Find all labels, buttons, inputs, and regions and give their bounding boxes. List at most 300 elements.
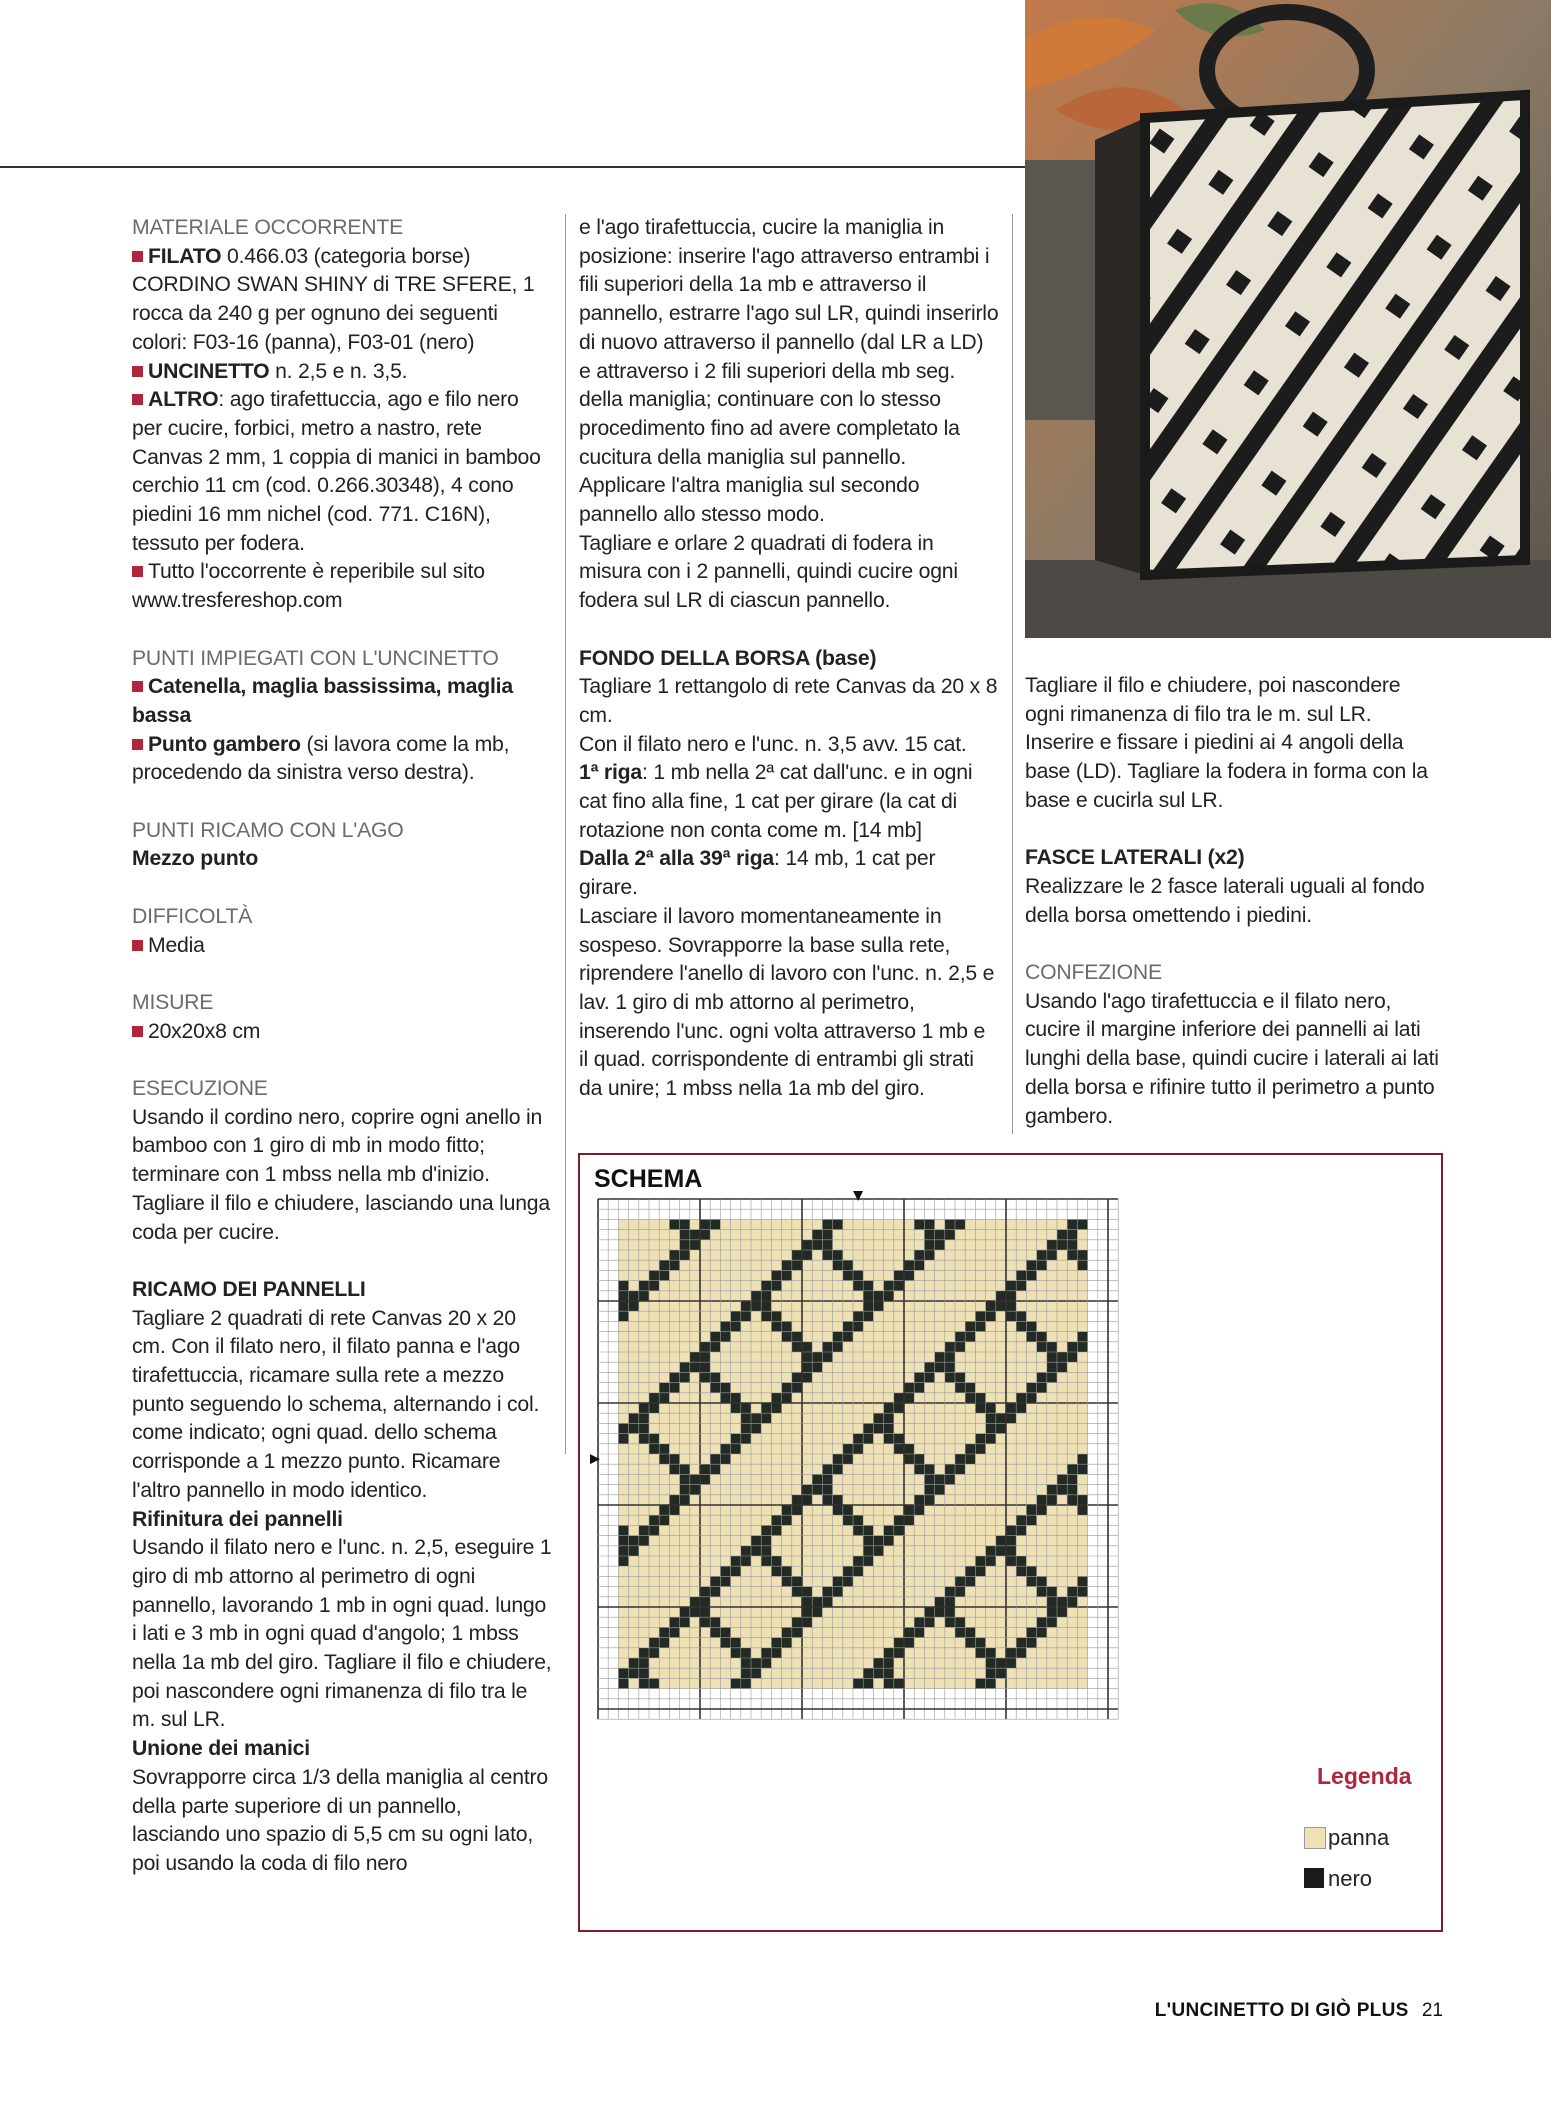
stitch-panna [771,1219,781,1229]
stitch-panna [782,1281,792,1291]
stitch-panna [741,1240,751,1250]
stitch-nero [618,1678,628,1688]
stitch-panna [945,1332,955,1342]
stitch-panna [924,1260,934,1270]
stitch-panna [659,1668,669,1678]
stitch-panna [629,1556,639,1566]
stitch-panna [751,1617,761,1627]
stitch-nero [669,1250,679,1260]
bullet-square-icon [132,739,143,750]
stitch-panna [792,1423,802,1433]
stitch-panna [833,1668,843,1678]
stitch-nero [1016,1311,1026,1321]
stitch-panna [720,1291,730,1301]
stitch-panna [690,1617,700,1627]
stitch-nero [914,1372,924,1382]
stitch-panna [1016,1464,1026,1474]
stitch-panna [639,1597,649,1607]
stitch-panna [924,1270,934,1280]
stitch-panna [986,1576,996,1586]
stitch-panna [986,1495,996,1505]
stitch-panna [1047,1546,1057,1556]
legend-item-panna [1328,1825,1389,1851]
stitch-panna [720,1413,730,1423]
stitch-panna [761,1495,771,1505]
stitch-panna [761,1260,771,1270]
riga-1-label: 1ª riga [579,761,642,785]
stitch-panna [843,1536,853,1546]
stitch-panna [720,1434,730,1444]
stitch-panna [833,1597,843,1607]
stitch-panna [975,1383,985,1393]
stitch-panna [873,1495,883,1505]
stitch-nero [649,1403,659,1413]
stitch-panna [935,1505,945,1515]
stitch-panna [853,1474,863,1484]
stitch-nero [894,1678,904,1688]
stitch-panna [649,1260,659,1270]
stitch-panna [894,1250,904,1260]
stitch-panna [884,1383,894,1393]
stitch-panna [629,1434,639,1444]
stitch-panna [873,1556,883,1566]
stitch-panna [812,1321,822,1331]
stitch-panna [955,1638,965,1648]
stitch-panna [629,1597,639,1607]
stitch-nero [792,1332,802,1342]
stitch-panna [669,1281,679,1291]
stitch-panna [873,1250,883,1260]
stitch-panna [894,1342,904,1352]
stitch-panna [700,1281,710,1291]
stitch-panna [822,1454,832,1464]
stitch-panna [843,1352,853,1362]
stitch-panna [975,1291,985,1301]
stitch-nero [751,1668,761,1678]
stitch-panna [629,1342,639,1352]
fasce-heading-text: FASCE LATERALI (x2) [1025,846,1245,870]
stitch-panna [741,1352,751,1362]
stitch-panna [680,1332,690,1342]
stitch-panna [955,1546,965,1556]
stitch-panna [863,1240,873,1250]
stitch-panna [802,1413,812,1423]
stitch-panna [884,1219,894,1229]
stitch-nero [914,1219,924,1229]
stitch-nero [741,1648,751,1658]
stitch-panna [924,1281,934,1291]
stitch-panna [914,1668,924,1678]
stitch-panna [771,1352,781,1362]
stitch-nero [1057,1362,1067,1372]
stitch-panna [965,1413,975,1423]
stitch-panna [802,1383,812,1393]
stitch-panna [690,1413,700,1423]
top-rule [0,166,1025,168]
stitch-nero [659,1270,669,1280]
stitch-nero [894,1270,904,1280]
stitch-panna [884,1454,894,1464]
stitch-nero [649,1270,659,1280]
stitch-panna [1016,1474,1026,1484]
stitch-nero [986,1556,996,1566]
stitch-nero [996,1658,1006,1668]
stitch-panna [710,1607,720,1617]
stitch-panna [761,1597,771,1607]
stitch-nero [802,1342,812,1352]
stitch-panna [924,1638,934,1648]
stitch-panna [618,1658,628,1668]
stitch-panna [955,1658,965,1668]
stitch-nero [680,1362,690,1372]
stitch-nero [1077,1260,1087,1270]
stitch-panna [659,1372,669,1382]
stitch-panna [873,1311,883,1321]
stitch-nero [1026,1270,1036,1280]
stitch-panna [690,1342,700,1352]
stitch-panna [955,1281,965,1291]
stitch-panna [771,1658,781,1668]
stitch-panna [761,1332,771,1342]
stitch-panna [782,1372,792,1382]
stitch-panna [771,1576,781,1586]
stitch-panna [884,1352,894,1362]
stitch-panna [986,1444,996,1454]
stitch-panna [659,1281,669,1291]
stitch-panna [629,1648,639,1658]
stitch-panna [802,1444,812,1454]
stitch-panna [986,1638,996,1648]
stitch-panna [751,1587,761,1597]
bullet-square-icon [132,366,143,377]
stitch-panna [914,1444,924,1454]
stitch-panna [975,1270,985,1280]
stitch-nero [996,1423,1006,1433]
stitch-panna [1026,1403,1036,1413]
stitch-panna [1057,1403,1067,1413]
stitch-panna [812,1219,822,1229]
stitch-panna [945,1546,955,1556]
stitch-panna [986,1219,996,1229]
stitch-panna [975,1485,985,1495]
stitch-nero [873,1658,883,1668]
stitch-panna [782,1230,792,1240]
stitch-nero [945,1464,955,1474]
stitch-panna [771,1240,781,1250]
stitch-panna [986,1250,996,1260]
stitch-panna [853,1617,863,1627]
stitch-panna [1057,1270,1067,1280]
stitch-nero [761,1648,771,1658]
stitch-panna [1026,1444,1036,1454]
stitch-panna [986,1464,996,1474]
stitch-panna [975,1240,985,1250]
stitch-panna [1026,1301,1036,1311]
stitch-nero [894,1525,904,1535]
stitch-panna [751,1576,761,1586]
stitch-panna [669,1291,679,1301]
stitch-panna [904,1617,914,1627]
stitch-panna [751,1434,761,1444]
stitch-nero [792,1617,802,1627]
stitch-nero [996,1413,1006,1423]
unione-heading [132,1735,552,1764]
stitch-panna [639,1219,649,1229]
stitch-panna [618,1219,628,1229]
stitch-panna [659,1485,669,1495]
stitch-panna [1006,1342,1016,1352]
stitch-panna [751,1240,761,1250]
stitch-panna [996,1270,1006,1280]
stitch-panna [1057,1454,1067,1464]
misure-text: 20x20x8 cm [148,1019,261,1043]
stitch-panna [659,1474,669,1484]
stitch-nero [1026,1393,1036,1403]
stitch-panna [659,1250,669,1260]
stitch-nero [782,1270,792,1280]
stitch-panna [894,1597,904,1607]
stitch-panna [1026,1423,1036,1433]
stitch-panna [680,1597,690,1607]
stitch-panna [680,1423,690,1433]
stitch-panna [1006,1393,1016,1403]
stitch-panna [1006,1566,1016,1576]
stitch-panna [741,1485,751,1495]
stitch-nero [792,1587,802,1597]
stitch-panna [802,1230,812,1240]
stitch-panna [720,1617,730,1627]
stitch-panna [669,1332,679,1342]
stitch-panna [680,1403,690,1413]
fasce-heading [1025,844,1445,873]
stitch-nero [1037,1383,1047,1393]
stitch-panna [914,1607,924,1617]
stitch-panna [955,1260,965,1270]
stitch-panna [812,1505,822,1515]
stitch-nero [843,1260,853,1270]
stitch-panna [924,1393,934,1403]
stitch-panna [659,1464,669,1474]
stitch-panna [761,1352,771,1362]
stitch-panna [833,1607,843,1617]
stitch-nero [618,1525,628,1535]
stitch-panna [1077,1485,1087,1495]
stitch-panna [853,1372,863,1382]
stitch-nero [761,1536,771,1546]
stitch-panna [639,1311,649,1321]
stitch-panna [700,1566,710,1576]
stitch-panna [700,1260,710,1270]
stitch-panna [618,1260,628,1270]
stitch-nero [1006,1403,1016,1413]
stitch-nero [843,1321,853,1331]
stitch-panna [782,1546,792,1556]
stitch-panna [945,1383,955,1393]
stitch-panna [792,1311,802,1321]
stitch-panna [904,1668,914,1678]
stitch-nero [669,1260,679,1270]
stitch-panna [1057,1464,1067,1474]
stitch-panna [1047,1281,1057,1291]
stitch-nero [710,1332,720,1342]
stitch-panna [873,1474,883,1484]
stitch-panna [618,1566,628,1576]
stitch-panna [1077,1668,1087,1678]
stitch-panna [935,1638,945,1648]
stitch-nero [669,1617,679,1627]
stitch-nero [1006,1648,1016,1658]
stitch-panna [659,1413,669,1423]
stitch-panna [1067,1332,1077,1342]
stitch-panna [649,1219,659,1229]
stitch-panna [720,1607,730,1617]
stitch-panna [965,1536,975,1546]
stitch-panna [955,1311,965,1321]
stitch-panna [1047,1301,1057,1311]
stitch-panna [884,1240,894,1250]
stitch-panna [1037,1658,1047,1668]
stitch-nero [1077,1587,1087,1597]
stitch-panna [955,1393,965,1403]
stitch-nero [884,1648,894,1658]
stitch-nero [965,1444,975,1454]
stitch-panna [1067,1270,1077,1280]
stitch-panna [720,1495,730,1505]
stitch-panna [731,1627,741,1637]
stitch-panna [751,1485,761,1495]
stitch-panna [618,1474,628,1484]
stitch-panna [792,1301,802,1311]
stitch-nero [965,1627,975,1637]
stitch-nero [873,1301,883,1311]
stitch-panna [914,1566,924,1576]
stitch-panna [792,1413,802,1423]
stitch-panna [761,1362,771,1372]
stitch-nero [1037,1372,1047,1382]
stitch-panna [853,1393,863,1403]
stitch-panna [782,1352,792,1362]
stitch-panna [843,1311,853,1321]
stitch-panna [690,1301,700,1311]
stitch-panna [965,1678,975,1688]
stitch-panna [914,1536,924,1546]
stitch-panna [863,1485,873,1495]
stitch-panna [1016,1607,1026,1617]
stitch-panna [1067,1383,1077,1393]
stitch-nero [945,1362,955,1372]
stitch-panna [975,1454,985,1464]
stitch-panna [1057,1587,1067,1597]
stitch-panna [1026,1556,1036,1566]
stitch-panna [904,1658,914,1668]
column-divider [1012,214,1013,1134]
stitch-panna [1047,1393,1057,1403]
stitch-panna [996,1474,1006,1484]
stitch-panna [1057,1678,1067,1688]
stitch-panna [986,1321,996,1331]
stitch-panna [680,1658,690,1668]
legend-swatch-nero [1304,1868,1324,1888]
stitch-panna [833,1434,843,1444]
stitch-nero [680,1240,690,1250]
stitch-panna [996,1576,1006,1586]
stitch-panna [639,1321,649,1331]
stitch-nero [955,1383,965,1393]
stitch-panna [1077,1301,1087,1311]
stitch-panna [639,1627,649,1637]
stitch-panna [639,1332,649,1342]
stitch-panna [1006,1587,1016,1597]
stitch-nero [782,1566,792,1576]
stitch-panna [680,1668,690,1678]
stitch-panna [669,1678,679,1688]
stitch-panna [873,1219,883,1229]
stitch-panna [731,1597,741,1607]
stitch-panna [884,1607,894,1617]
stitch-panna [710,1678,720,1688]
fondo-heading [579,645,999,674]
stitch-panna [731,1668,741,1678]
stitch-panna [1047,1638,1057,1648]
stitch-panna [731,1219,741,1229]
stitch-panna [924,1536,934,1546]
stitch-panna [894,1321,904,1331]
stitch-panna [1016,1372,1026,1382]
stitch-nero [1077,1250,1087,1260]
stitch-panna [884,1556,894,1566]
stitch-panna [731,1607,741,1617]
stitch-panna [792,1607,802,1617]
stitch-panna [731,1270,741,1280]
stitch-panna [863,1576,873,1586]
stitch-panna [1077,1362,1087,1372]
stitch-panna [1057,1495,1067,1505]
stitch-panna [802,1332,812,1342]
stitch-nero [986,1311,996,1321]
stitch-nero [669,1464,679,1474]
stitch-nero [884,1668,894,1678]
stitch-nero [700,1230,710,1240]
stitch-panna [986,1393,996,1403]
stitch-panna [1006,1321,1016,1331]
stitch-panna [935,1617,945,1627]
stitch-panna [965,1485,975,1495]
stitch-panna [935,1627,945,1637]
stitch-nero [710,1587,720,1597]
stitch-panna [690,1291,700,1301]
stitch-panna [914,1413,924,1423]
stitch-panna [884,1332,894,1342]
stitch-panna [853,1668,863,1678]
stitch-panna [1037,1444,1047,1454]
stitch-panna [884,1444,894,1454]
stitch-panna [751,1352,761,1362]
stitch-panna [914,1485,924,1495]
stitch-panna [863,1627,873,1637]
stitch-nero [924,1230,934,1240]
stitch-panna [904,1342,914,1352]
stitch-nero [741,1301,751,1311]
stitch-panna [1006,1505,1016,1515]
stitch-panna [751,1454,761,1464]
stitch-panna [731,1291,741,1301]
stitch-nero [975,1566,985,1576]
stitch-panna [1037,1219,1047,1229]
stitch-panna [751,1342,761,1352]
stitch-panna [935,1270,945,1280]
stitch-panna [1016,1546,1026,1556]
stitch-panna [894,1219,904,1229]
